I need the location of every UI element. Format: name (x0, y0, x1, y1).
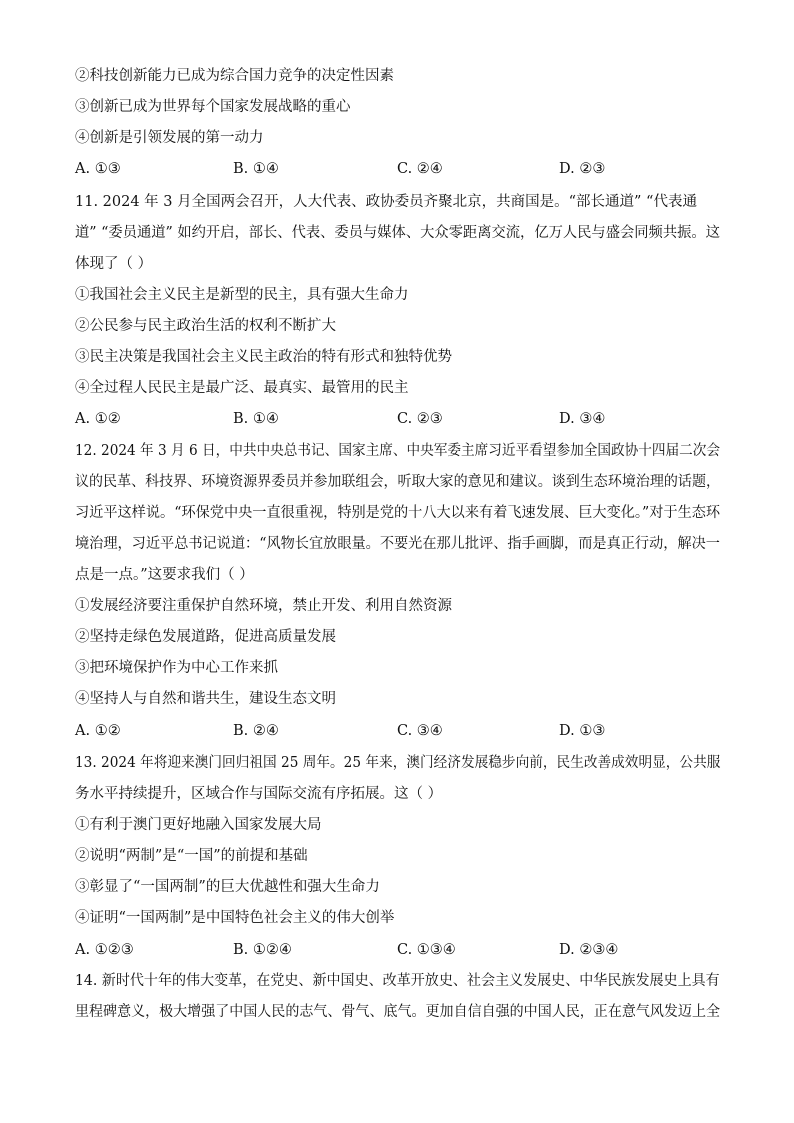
q10-option-a[interactable]: A. ①③ (75, 161, 121, 177)
q12-stem-line: 点是一点。”这要求我们（ ） (75, 567, 254, 583)
q14-stem-line: 里程碑意义，极大增强了中国人民的志气、骨气、底气。更加自信自强的中国人民，正在意气风发迈上全 (75, 1004, 720, 1020)
q11-statement-3: ③民主决策是我国社会主义民主政治的特有形式和独特优势 (75, 349, 452, 365)
q12-option-d[interactable]: D. ①③ (559, 723, 606, 739)
q12-options (75, 721, 735, 741)
q12-stem-line: 议的民革、科技界、环境资源界委员并参加联组会，听取大家的意见和建议。谈到生态环境治理的话题， (75, 474, 720, 490)
q13-stem-line: 务水平持续提升，区域合作与国际交流有序拓展。这（ ） (75, 786, 443, 802)
q10-options (75, 159, 735, 179)
q13-statement-2: ②说明“两制”是“一国”的前提和基础 (75, 848, 308, 864)
q11-statement-1: ①我国社会主义民主是新型的民主，具有强大生命力 (75, 287, 409, 303)
q12-statement-3: ③把环境保护作为中心工作来抓 (75, 660, 278, 676)
q11-option-b[interactable]: B. ①④ (233, 411, 279, 427)
q10-option-d[interactable]: D. ②③ (559, 161, 606, 177)
q12-option-b[interactable]: B. ②④ (233, 723, 279, 739)
q11-option-a[interactable]: A. ①② (75, 411, 121, 427)
q13-statement-1: ①有利于澳门更好地融入国家发展大局 (75, 817, 322, 833)
q11-stem-line: 11. 2024 年 3 月全国两会召开，人大代表、政协委员齐聚北京，共商国是。“部长通道” “代表通 (75, 194, 697, 210)
q11-statement-4: ④全过程人民民主是最广泛、最真实、最管用的民主 (75, 380, 409, 396)
q12-stem-line: 12. 2024 年 3 月 6 日，中共中央总书记、国家主席、中央军委主席习近平看望参加全国政协十四届二次会 (75, 443, 721, 459)
q10-statement-2: ②科技创新能力已成为综合国力竞争的决定性因素 (75, 68, 394, 84)
q13-option-a[interactable]: A. ①②③ (75, 942, 134, 958)
q12-statement-2: ②坚持走绿色发展道路，促进高质量发展 (75, 629, 336, 645)
q13-statement-4: ④证明“一国两制”是中国特色社会主义的伟大创举 (75, 910, 395, 926)
q13-option-c[interactable]: C. ①③④ (397, 942, 456, 958)
q13-options (75, 940, 735, 960)
q10-statement-4: ④创新是引领发展的第一动力 (75, 130, 264, 146)
q12-option-a[interactable]: A. ①② (75, 723, 121, 739)
q10-option-b[interactable]: B. ①④ (233, 161, 279, 177)
q13-option-d[interactable]: D. ②③④ (559, 942, 619, 958)
q14-stem-line: 14. 新时代十年的伟大变革，在党史、新中国史、改革开放史、社会主义发展史、中华民族发展史上具有 (75, 973, 720, 989)
q10-option-c[interactable]: C. ②④ (397, 161, 443, 177)
q12-stem-line: 境治理，习近平总书记说道：“风物长宜放眼量。不要光在那儿批评、指手画脚，而是真正行动，解决一 (75, 536, 720, 552)
q12-option-c[interactable]: C. ③④ (397, 723, 443, 739)
q11-options (75, 409, 735, 429)
q12-stem-line: 习近平这样说。“环保党中央一直很重视，特别是党的十八大以来有着飞速发展、巨大变化。”对于生态环 (75, 505, 721, 521)
q12-statement-1: ①发展经济要注重保护自然环境，禁止开发、利用自然资源 (75, 598, 452, 614)
q11-option-c[interactable]: C. ②③ (397, 411, 443, 427)
q11-stem-line: 道” “委员通道” 如约开启，部长、代表、委员与媒体、大众零距离交流，亿万人民与盛会同频共振。这 (75, 225, 720, 241)
q13-option-b[interactable]: B. ①②④ (233, 942, 292, 958)
q11-option-d[interactable]: D. ③④ (559, 411, 606, 427)
q13-statement-3: ③彰显了“一国两制”的巨大优越性和强大生命力 (75, 879, 380, 895)
q10-statement-3: ③创新已成为世界每个国家发展战略的重心 (75, 99, 351, 115)
q11-stem-line: 体现了（ ） (75, 256, 153, 272)
q13-stem-line: 13. 2024 年将迎来澳门回归祖国 25 周年。25 年来，澳门经济发展稳步向前，民生改善成效明显，公共服 (75, 755, 721, 771)
q12-statement-4: ④坚持人与自然和谐共生，建设生态文明 (75, 691, 336, 707)
q11-statement-2: ②公民参与民主政治生活的权利不断扩大 (75, 318, 336, 334)
